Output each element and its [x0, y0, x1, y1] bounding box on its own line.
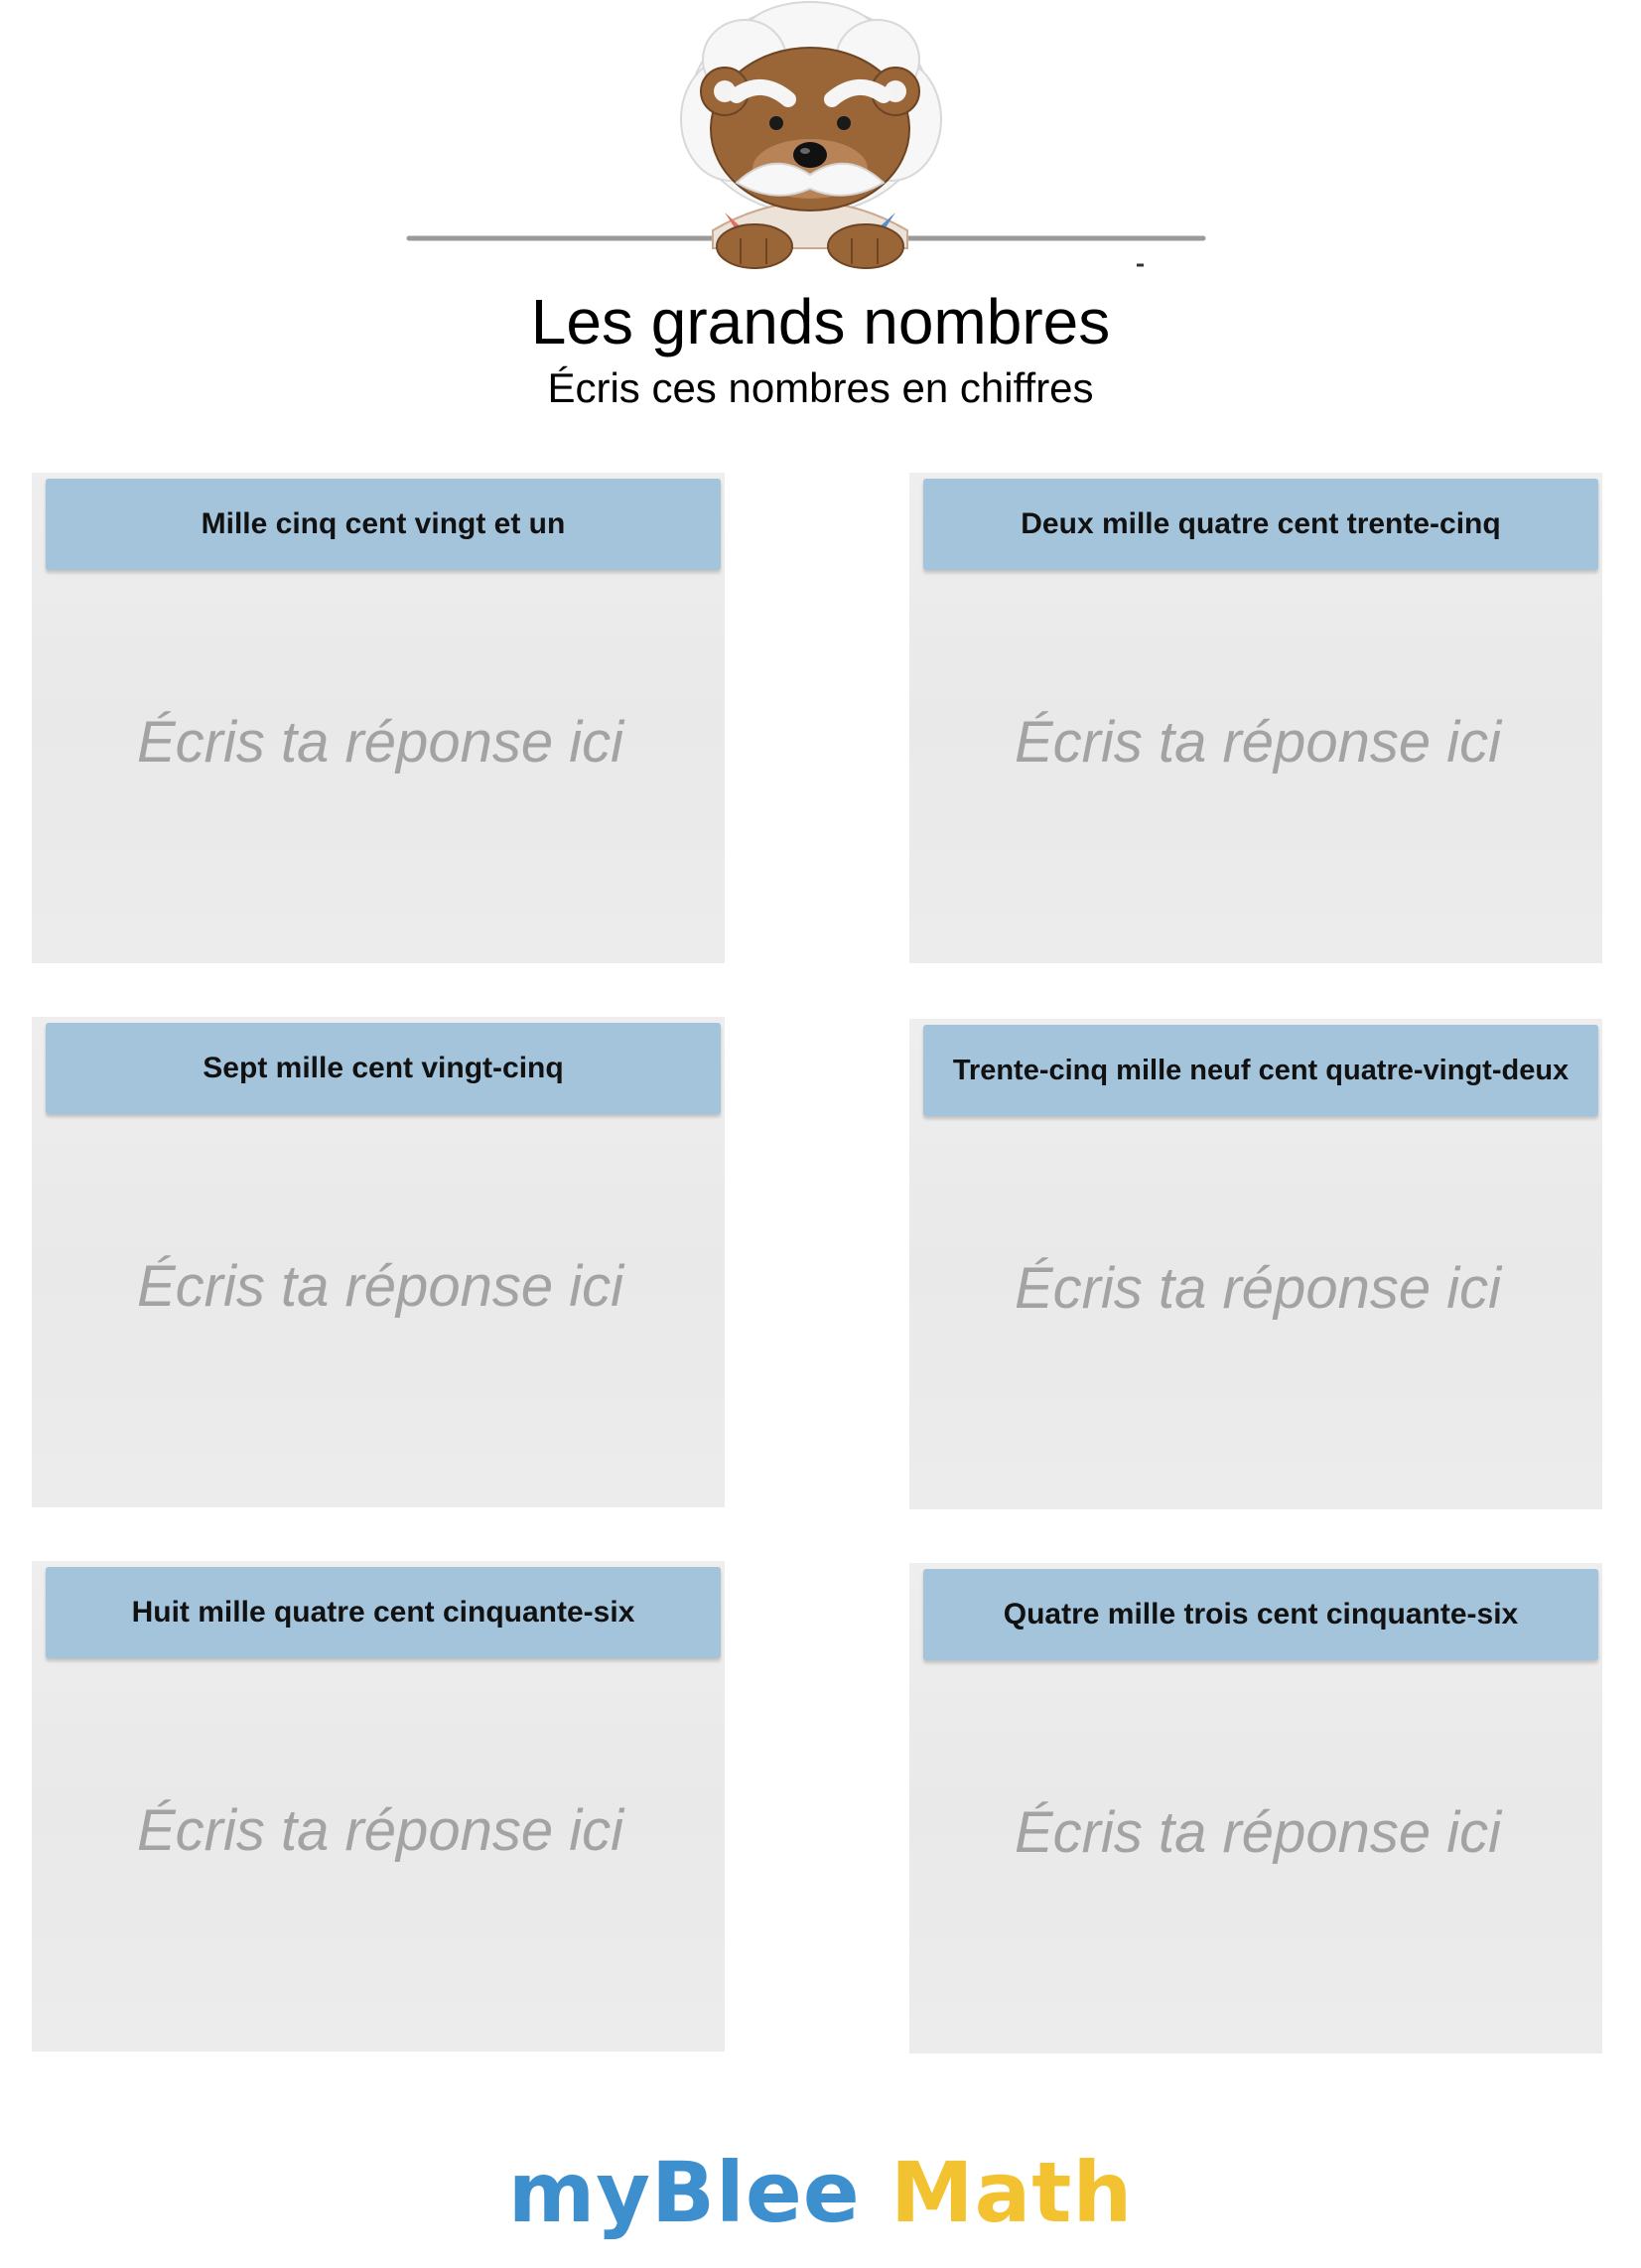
- answer-input[interactable]: [32, 602, 729, 882]
- logo-math-text: Math: [890, 2144, 1134, 2241]
- exercise-prompt: Huit mille quatre cent cinquante-six: [46, 1567, 721, 1658]
- exercise-card: [909, 1563, 1602, 2054]
- exercise-prompt: Trente-cinq mille neuf cent quatre-vingt-deux: [923, 1025, 1598, 1116]
- exercise-card: [32, 473, 725, 963]
- exercise-card: [32, 1561, 725, 2052]
- answer-input[interactable]: [32, 1146, 729, 1426]
- answer-input[interactable]: [909, 602, 1606, 882]
- exercise-prompt: Sept mille cent vingt-cinq: [46, 1023, 721, 1114]
- bear-mascot-icon: [397, 0, 1221, 278]
- answer-input[interactable]: [909, 1692, 1606, 1972]
- answer-input[interactable]: [909, 1148, 1606, 1428]
- exercise-card: [32, 1017, 725, 1507]
- page-subtitle: Écris ces nombres en chiffres: [547, 364, 1094, 411]
- myblee-math-logo: [0, 2143, 1641, 2242]
- exercise-card: [909, 1019, 1602, 1509]
- exercise-prompt: Mille cinq cent vingt et un: [46, 479, 721, 570]
- logo-myblee-text: myBlee: [507, 2144, 861, 2241]
- exercise-card: [909, 473, 1602, 963]
- exercise-prompt: Quatre mille trois cent cinquante-six: [923, 1569, 1598, 1660]
- answer-input[interactable]: [32, 1690, 729, 1970]
- exercise-prompt: Deux mille quatre cent trente-cinq: [923, 479, 1598, 570]
- page-title: Les grands nombres: [530, 286, 1111, 357]
